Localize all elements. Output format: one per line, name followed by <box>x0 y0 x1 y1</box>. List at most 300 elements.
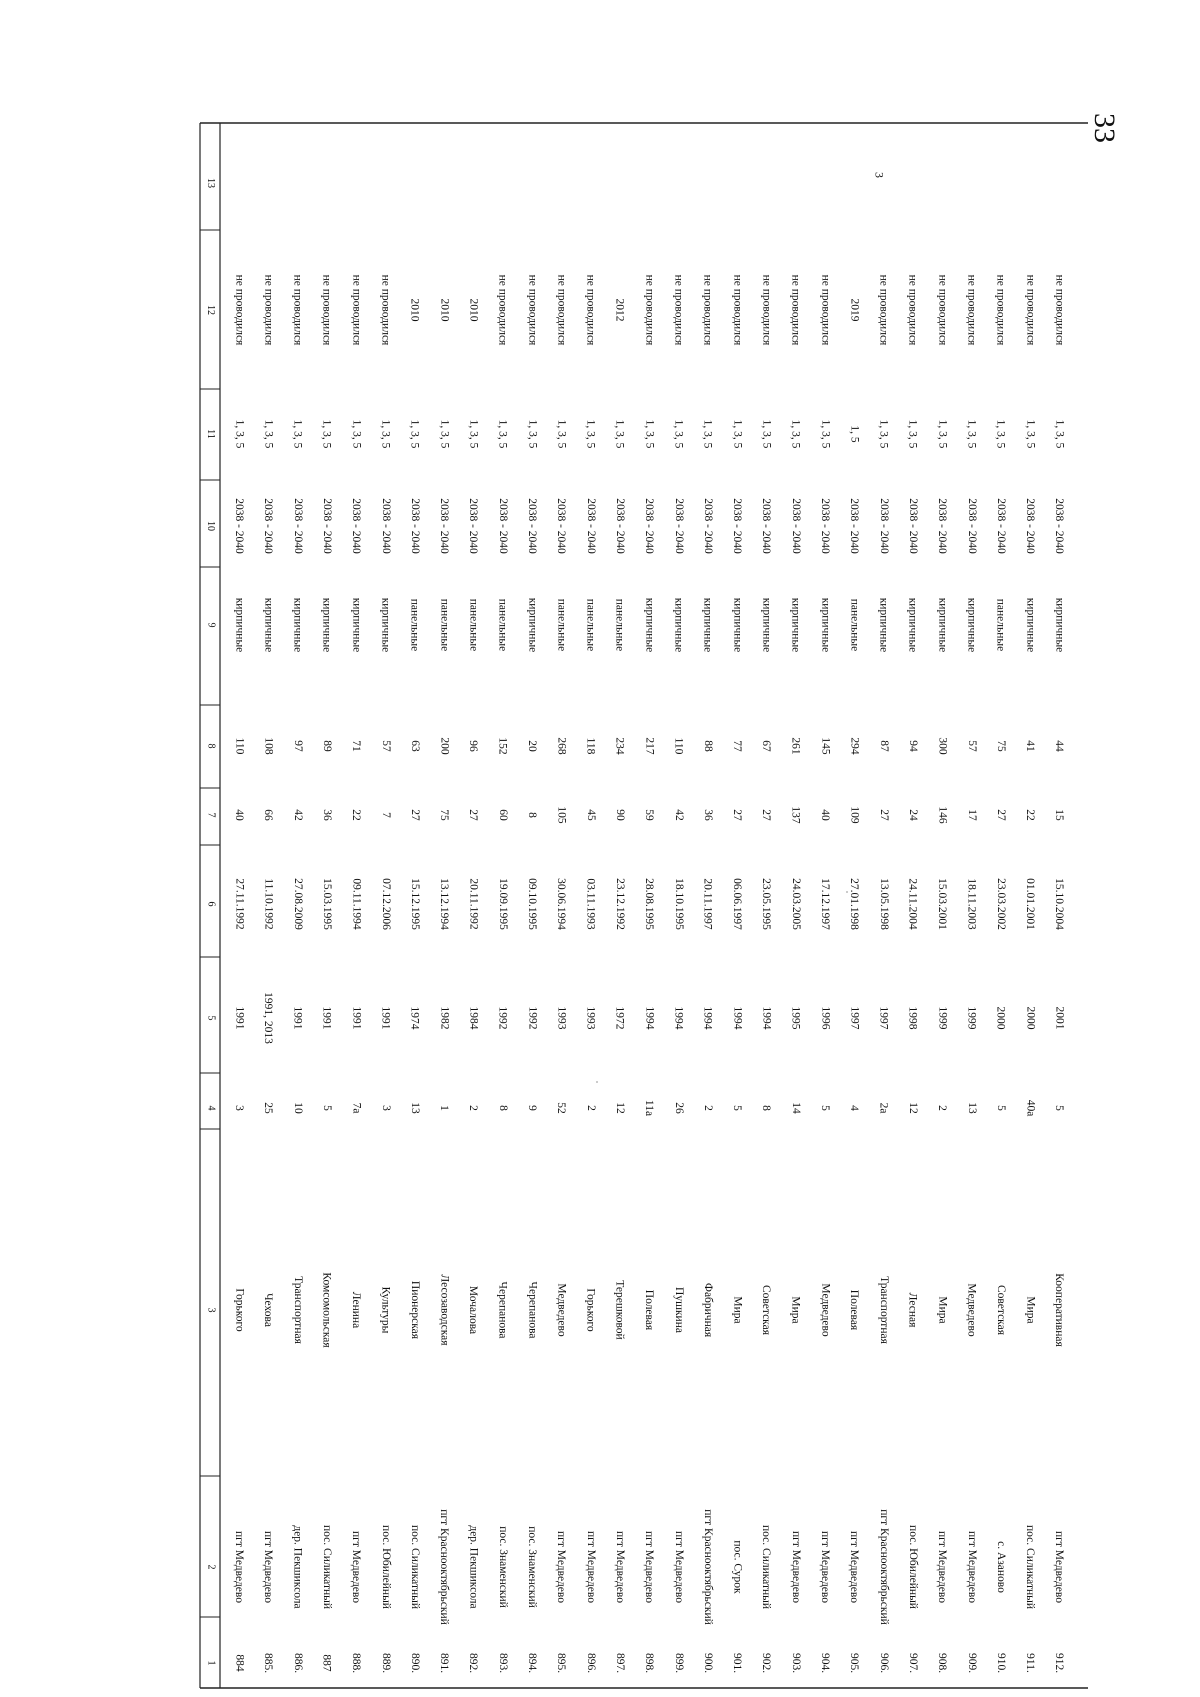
table-cell: 30.06.1994 <box>555 878 568 930</box>
table-cell: 94 <box>906 740 919 752</box>
table-cell: 27 <box>877 809 890 821</box>
table-cell: 20.11.1997 <box>701 878 714 930</box>
table-cell: 900. <box>701 1652 714 1674</box>
table-cell: Транспортная <box>291 1276 304 1344</box>
table-cell: 71 <box>349 740 362 752</box>
table-cell: 5 <box>818 1105 831 1111</box>
table-cell: 18.11.2003 <box>965 878 978 930</box>
column-number-header: 11 <box>204 429 216 439</box>
table-cell: пгт Медведево <box>262 1530 275 1604</box>
table-cell: Горького <box>584 1288 597 1332</box>
table-cell: 1998 <box>906 1006 919 1030</box>
table-cell: 15.03.2001 <box>936 878 949 930</box>
table-cell: кирпичные <box>789 597 802 653</box>
table-cell: 36 <box>701 809 714 821</box>
table-cell: кирпичные <box>877 597 890 653</box>
table-cell: 1, 3, 5 <box>525 419 538 449</box>
table-cell: 11.10.1992 <box>262 878 275 930</box>
table-cell: 2001 <box>1053 1006 1066 1030</box>
table-cell: 2038 - 2040 <box>1023 498 1036 554</box>
table-cell: 145 <box>819 737 832 755</box>
table-cell: пос. Силикатный <box>320 1524 333 1610</box>
table-cell: 110 <box>672 737 685 755</box>
table-cell: 1, 3, 5 <box>877 419 890 449</box>
table-cell: пгт Медведево <box>1053 1530 1066 1604</box>
table-cell: 5 <box>730 1105 743 1111</box>
table-cell: 1, 3, 5 <box>1023 419 1036 449</box>
column-number-header: 3 <box>205 1307 216 1313</box>
table-cell: 12 <box>613 1102 626 1114</box>
table-cell: 23.03.2002 <box>994 878 1007 930</box>
table-cell: 300 <box>936 737 949 755</box>
table-cell: кирпичные <box>349 597 362 653</box>
table-cell: 1, 3, 5 <box>320 419 333 449</box>
table-cell: кирпичные <box>1053 597 1066 653</box>
table-cell: 2038 - 2040 <box>555 498 568 554</box>
table-cell: 2038 - 2040 <box>935 498 948 554</box>
table-cell: 01.01.2001 <box>1023 878 1036 930</box>
table-cell: 40 <box>232 809 245 821</box>
table-cell: 1996 <box>819 1006 831 1030</box>
table-cell: панельные <box>437 598 450 652</box>
table-cell: 1, 3, 5 <box>818 419 831 449</box>
table-cell: кирпичные <box>906 597 919 653</box>
table-cell: 7а <box>350 1102 363 1114</box>
table-cell: Лесная <box>906 1292 919 1328</box>
table-cell: 8 <box>525 812 538 818</box>
table-cell: не проводился <box>525 274 538 346</box>
page-number: 33 <box>1088 113 1121 143</box>
table-cell: 1, 3, 5 <box>672 419 685 449</box>
table-cell: 2038 - 2040 <box>848 498 861 554</box>
table-cell: кирпичные <box>642 597 655 653</box>
table-cell: 1, 3, 5 <box>613 419 626 449</box>
table-cell: не проводился <box>994 274 1007 346</box>
table-cell: 15.12.1995 <box>408 878 421 930</box>
table-cell: 17 <box>965 809 978 821</box>
table-cell: кирпичные <box>291 597 304 653</box>
table-cell: 23.12.1992 <box>613 878 626 930</box>
table-cell: панельные <box>848 598 861 652</box>
table-cell: 24.11.2004 <box>907 878 920 930</box>
table-cell: пгт Краснооктябрьский <box>701 1509 714 1625</box>
table-cell: 2038 - 2040 <box>789 498 802 554</box>
table-cell: 07.12.2006 <box>379 878 392 930</box>
table-cell: 2038 - 2040 <box>613 498 626 554</box>
table-cell: Чехова <box>262 1293 275 1327</box>
table-cell: 25 <box>262 1102 275 1114</box>
table-cell: 2012 <box>613 298 626 322</box>
table-cell: не проводился <box>232 274 245 346</box>
table-cell: 52 <box>555 1102 568 1114</box>
table-cell: 137 <box>789 806 802 824</box>
column-number-header: 13 <box>205 178 216 188</box>
table-cell: 1995 <box>789 1006 802 1030</box>
table-cell: 294 <box>848 737 861 755</box>
table-cell: кирпичные <box>818 597 831 653</box>
table-cell: 2038 - 2040 <box>1053 498 1066 554</box>
table-cell: Медведево <box>819 1283 832 1337</box>
table-cell: 1, 3, 5 <box>701 419 714 449</box>
table-cell: пгт Медведево <box>789 1530 802 1604</box>
table-cell: дер. Пекшиксола <box>291 1525 304 1609</box>
table-cell: 892. <box>467 1652 480 1674</box>
table-cell: Лесозаводская <box>438 1274 451 1346</box>
table-cell: 105 <box>555 806 568 824</box>
table-cell: 4 <box>848 1105 861 1111</box>
table-cell: 40 <box>818 809 831 821</box>
table-cell: не проводился <box>1053 274 1066 346</box>
table-cell: Медведево <box>555 1283 568 1337</box>
table-cell: не проводился <box>965 274 978 346</box>
table-cell: 67 <box>760 740 773 752</box>
table-cell: Мира <box>936 1296 949 1324</box>
table-cell: 24.03.2005 <box>789 878 802 930</box>
table-cell: 108 <box>262 737 275 755</box>
table-cell: 1, 3, 5 <box>994 419 1007 449</box>
table-cell: кирпичные <box>525 597 538 653</box>
table-cell: пгт Медведево <box>672 1530 685 1604</box>
table-cell: Советская <box>760 1285 773 1335</box>
table-cell: 3 <box>379 1105 392 1111</box>
table-cell: 1991 <box>320 1006 333 1030</box>
table-cell: 1993 <box>584 1006 597 1030</box>
table-cell: 1994 <box>672 1006 685 1030</box>
table-cell: пгт Медведево <box>819 1530 832 1604</box>
table-cell: не проводился <box>1023 274 1036 346</box>
table-cell: 1994 <box>643 1006 656 1030</box>
table-cell: 20.11.1992 <box>467 878 480 930</box>
table-cell: с. Азаново <box>994 1541 1007 1593</box>
table-cell: Советская <box>994 1285 1007 1335</box>
table-cell: 909. <box>965 1652 978 1674</box>
table-cell: кирпичные <box>701 597 714 653</box>
table-cell: панельные <box>613 598 626 652</box>
table-cell: 66 <box>262 809 275 821</box>
column-number-header: 7 <box>205 812 216 818</box>
table-cell: 2038 - 2040 <box>906 498 919 554</box>
table-cell: 2038 - 2040 <box>320 498 333 554</box>
table-cell: 2038 - 2040 <box>818 498 831 554</box>
table-cell: Транспортная <box>877 1276 890 1344</box>
table-cell: 1, 3, 5 <box>584 419 597 449</box>
table-cell: панельные <box>994 598 1007 652</box>
table-cell: 889. <box>379 1652 392 1674</box>
table-cell: кирпичные <box>935 597 948 653</box>
table-cell: 2038 - 2040 <box>291 498 304 554</box>
table-cell: 27.11.1992 <box>233 878 246 930</box>
table-cell: 27 <box>467 809 480 821</box>
table-cell: 5 <box>1053 1105 1066 1111</box>
column-number-header: 12 <box>205 305 216 315</box>
table-cell: 1997 <box>848 1006 861 1030</box>
table-cell: 7 <box>379 812 392 818</box>
table-cell: 1, 3, 5 <box>730 419 743 449</box>
table-cell: 27 <box>730 809 743 821</box>
table-cell: 896. <box>584 1652 597 1674</box>
table-cell: 45 <box>584 809 597 821</box>
table-cell: 2038 - 2040 <box>349 498 362 554</box>
table-cell: 19.09.1995 <box>496 878 509 930</box>
table-cell: пос. Знаменский <box>496 1526 509 1608</box>
table-cell: 13.05.1998 <box>877 878 890 930</box>
table-cell: Черепанова <box>496 1281 509 1339</box>
table-cell: 41 <box>1023 740 1036 752</box>
table-cell: 09.11.1994 <box>350 878 363 930</box>
table-cell: 897. <box>613 1652 626 1674</box>
table-cell: 22 <box>1023 809 1036 821</box>
table-cell: кирпичные <box>232 597 245 653</box>
table-cell: 2038 - 2040 <box>965 498 978 554</box>
table-cell: 75 <box>437 809 450 821</box>
table-cell: Мира <box>731 1296 744 1324</box>
table-cell: 118 <box>584 737 597 755</box>
table-cell: 59 <box>642 809 655 821</box>
table-cell: 27.01.1998 <box>848 878 861 930</box>
table-cell: 97 <box>291 740 304 752</box>
table-cell: 886. <box>291 1652 304 1674</box>
table-cell: пос. Юбилейный <box>379 1525 392 1609</box>
table-cell: 1991 <box>291 1006 304 1030</box>
table-cell: 1, 3, 5 <box>496 419 509 449</box>
table-cell: Комсомольская <box>321 1272 334 1348</box>
table-cell: кирпичные <box>760 597 773 653</box>
table-cell: Пионерская <box>408 1280 421 1340</box>
table-cell: 87 <box>877 740 890 752</box>
table-cell: 96 <box>467 740 480 752</box>
table-cell: 893. <box>496 1652 509 1674</box>
table-cell: пос. Силикатный <box>408 1524 421 1610</box>
table-cell: 1, 3, 5 <box>1053 419 1066 449</box>
table-cell: 1, 3, 5 <box>906 419 919 449</box>
table-cell: 152 <box>496 737 509 755</box>
table-cell: 36 <box>320 809 333 821</box>
table-cell: пгт Медведево <box>965 1530 978 1604</box>
table-cell: 146 <box>936 806 949 824</box>
table-cell: 2038 - 2040 <box>262 498 275 554</box>
table-cell: 2000 <box>1024 1006 1037 1030</box>
table-cell: 1999 <box>965 1006 978 1030</box>
table-cell: 63 <box>408 740 421 752</box>
table-cell: 1994 <box>701 1006 714 1030</box>
table-cell: 2038 - 2040 <box>525 498 538 554</box>
table-cell: 1991 <box>350 1006 363 1030</box>
table-cell: 1, 3, 5 <box>437 419 450 449</box>
table-cell: 8 <box>496 1105 509 1111</box>
table-cell: 15.10.2004 <box>1053 878 1066 930</box>
scan-speck <box>596 1081 598 1083</box>
table-cell: Мира <box>789 1296 802 1324</box>
table-cell: 2010 <box>408 298 421 322</box>
table-cell: 2038 - 2040 <box>232 498 245 554</box>
table-cell: панельные <box>584 598 597 652</box>
table-cell: 884 <box>233 1654 246 1672</box>
table-cell: Черепанова <box>525 1281 538 1339</box>
table-cell: 894. <box>526 1652 539 1674</box>
table-cell: пгт Медведево <box>584 1530 597 1604</box>
table-cell: 2 <box>584 1105 597 1111</box>
table-cell: 887 <box>321 1654 334 1672</box>
table-cell: Культуры <box>379 1286 392 1334</box>
column-number-header: 2 <box>205 1564 216 1570</box>
table-cell: не проводился <box>760 274 773 346</box>
table-cell: 2038 - 2040 <box>760 498 773 554</box>
table-cell: 1, 5 <box>848 425 861 443</box>
table-cell: не проводился <box>789 274 802 346</box>
table-cell: 2038 - 2040 <box>994 498 1007 554</box>
table-cell: не проводился <box>730 274 743 346</box>
table-cell: 268 <box>555 737 568 755</box>
table-cell: пгт Медведево <box>233 1530 246 1604</box>
table-cell: дер. Пекшиксола <box>467 1525 480 1609</box>
table-cell: не проводился <box>496 274 509 346</box>
table-cell: 2010 <box>438 298 451 322</box>
table-cell: 22 <box>349 809 362 821</box>
table-cell: 903. <box>789 1652 802 1674</box>
table-cell: 20 <box>525 740 538 752</box>
table-cell: 2 <box>936 1105 949 1111</box>
table-cell: 907. <box>906 1652 919 1674</box>
table-cell: 895. <box>555 1652 568 1674</box>
table-cell: 899. <box>672 1652 685 1674</box>
table-cell: 2038 - 2040 <box>730 498 743 554</box>
table-cell: 912. <box>1053 1652 1066 1674</box>
table-cell: 88 <box>701 740 714 752</box>
table-cell: 1999 <box>936 1006 949 1030</box>
table-cell: пгт Медведево <box>936 1530 949 1604</box>
table-cell: 910. <box>994 1652 1007 1674</box>
table-cell: 28.08.1995 <box>643 878 656 930</box>
table-cell: 42 <box>672 809 685 821</box>
table-cell: панельные <box>467 598 480 652</box>
table-cell: пос. Юбилейный <box>906 1525 919 1609</box>
table-cell: 1, 3, 5 <box>555 419 568 449</box>
table-cell: не проводился <box>379 274 392 346</box>
table-cell: панельные <box>408 598 421 652</box>
table-cell: 1, 3, 5 <box>789 419 802 449</box>
table-cell: 03.11.1993 <box>584 878 597 930</box>
table-cell: не проводился <box>936 274 949 346</box>
table-cell: 13.12.1994 <box>437 878 450 930</box>
table-cell: 15.03.1995 <box>320 878 333 930</box>
table-cell: 1991, 2013 <box>262 992 275 1044</box>
table-cell: 1982 <box>438 1006 451 1030</box>
table-cell: пос. Силикатный <box>1024 1524 1037 1610</box>
table-cell: 1993 <box>555 1006 568 1030</box>
table-cell: 1, 3, 5 <box>232 419 245 449</box>
table-cell: 5 <box>320 1105 333 1111</box>
table-cell: 905. <box>848 1652 861 1674</box>
table-cell: не проводился <box>818 274 831 346</box>
table-cell: 2010 <box>467 298 480 322</box>
table-cell: Медведево <box>965 1283 978 1337</box>
table-cell: 2038 - 2040 <box>467 498 480 554</box>
table-cell: кирпичные <box>320 597 333 653</box>
table-cell: 89 <box>320 740 333 752</box>
table-cell: 57 <box>379 740 392 752</box>
table-cell: 2 <box>467 1105 480 1111</box>
table-cell: 1, 3, 5 <box>408 419 421 449</box>
table-cell: 11а <box>643 1099 656 1117</box>
table-cell: 1991 <box>233 1006 245 1030</box>
table-cell: 1972 <box>613 1006 626 1030</box>
table-cell: 1, 3, 5 <box>965 419 978 449</box>
table-cell: пгт Медведево <box>613 1530 626 1604</box>
table-cell: 2038 - 2040 <box>437 498 450 554</box>
table-cell: Кооперативная <box>1053 1273 1066 1347</box>
table-cell: 1997 <box>877 1006 890 1030</box>
table-cell: 10 <box>291 1102 304 1114</box>
table-cell: кирпичные <box>1023 597 1036 653</box>
table-cell: 57 <box>965 740 978 752</box>
table-cell: 904. <box>819 1652 832 1674</box>
table-cell: 3 <box>232 1105 245 1111</box>
table-cell: 26 <box>672 1102 685 1114</box>
table-cell: не проводился <box>291 274 304 346</box>
table-cell: 110 <box>232 737 245 755</box>
table-cell: 17.12.1997 <box>818 878 831 930</box>
table-cell: пгт Медведево <box>555 1530 568 1604</box>
table-cell: 2038 - 2040 <box>642 498 655 554</box>
table-cell: 1992 <box>526 1006 538 1030</box>
table-cell: 1974 <box>408 1006 421 1030</box>
table-cell: 27 <box>408 809 421 821</box>
table-cell: пгт Медведево <box>643 1530 656 1604</box>
table-cell: 09.10.1995 <box>525 878 538 930</box>
table-cell: кирпичные <box>672 597 685 653</box>
table-cell: 1984 <box>467 1006 480 1030</box>
table-cell: кирпичные <box>262 597 275 653</box>
column-number-header: 5 <box>205 1015 216 1021</box>
table-cell: 2000 <box>994 1006 1007 1030</box>
table-cell: 42 <box>291 809 304 821</box>
table-cell: 906. <box>877 1652 890 1674</box>
table-cell: 234 <box>614 737 627 755</box>
table-cell: не проводился <box>701 274 714 346</box>
table-cell: 2038 - 2040 <box>584 498 597 554</box>
table-cell: 902. <box>760 1652 773 1674</box>
table-cell: 18.10.1995 <box>672 878 685 930</box>
table-cell: 60 <box>496 809 509 821</box>
table-cell: кирпичные <box>730 597 743 653</box>
column-number-header: 9 <box>205 622 216 628</box>
table-cell: Полевая <box>643 1289 656 1331</box>
table-cell: 90 <box>613 809 626 821</box>
table-cell: 13 <box>965 1102 978 1114</box>
table-cell: 8 <box>760 1105 773 1111</box>
table-cell: 15 <box>1053 809 1066 821</box>
table-cell: 44 <box>1053 740 1066 752</box>
table-cell: Горького <box>233 1288 246 1332</box>
table-cell: не проводился <box>262 274 275 346</box>
table-cell: не проводился <box>643 274 656 346</box>
table-cell: кирпичные <box>965 597 978 653</box>
table-cell: 14 <box>789 1102 802 1114</box>
table-cell: Пушкина <box>672 1287 685 1333</box>
table-cell: 1 <box>437 1105 450 1111</box>
table-cell: 1, 3, 5 <box>291 419 304 449</box>
table-cell: 885. <box>262 1652 275 1674</box>
table-cell: пгт Краснооктябрьский <box>877 1509 890 1625</box>
table-cell: не проводился <box>350 274 363 346</box>
table-cell: не проводился <box>672 274 685 346</box>
table-cell: не проводился <box>320 274 333 346</box>
margin-mark: 3 <box>872 172 887 178</box>
table-cell: Терешковой <box>614 1280 627 1340</box>
table-cell: 891. <box>438 1652 451 1674</box>
table-cell: 1, 3, 5 <box>467 419 480 449</box>
table-cell: 1, 3, 5 <box>262 419 275 449</box>
